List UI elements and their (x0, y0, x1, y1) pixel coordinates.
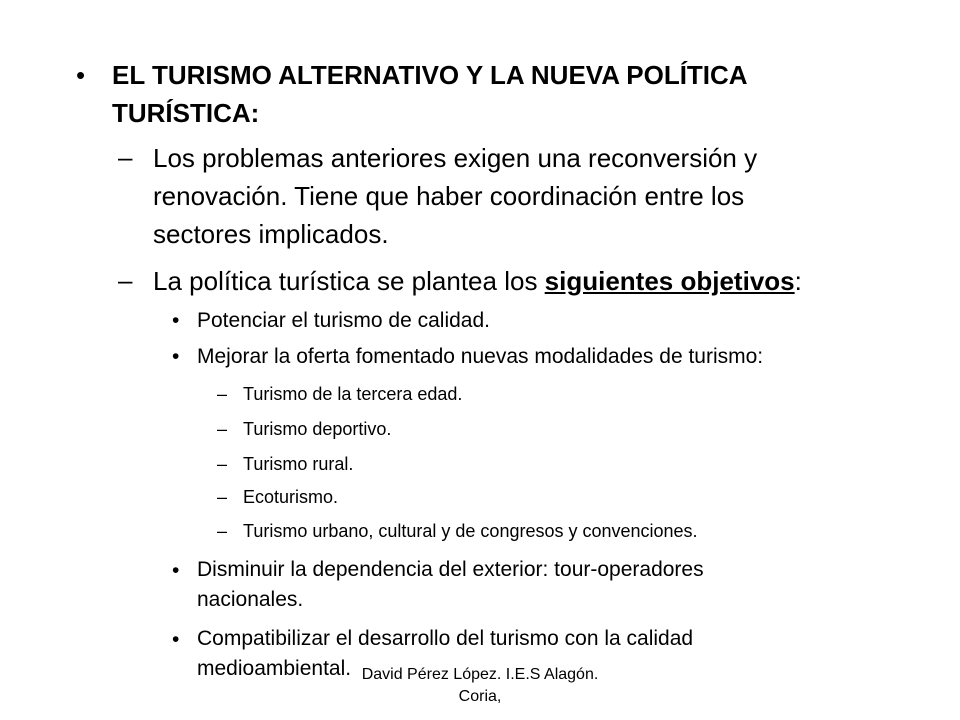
objective-item (197, 555, 704, 615)
objective-bullet: • (172, 628, 180, 651)
objective-line: Disminuir la dependencia del exterior: tour-operadores (197, 558, 704, 581)
title-bullet: • (76, 60, 86, 90)
title-line: EL TURISMO ALTERNATIVO Y LA NUEVA POLÍTICA (112, 60, 748, 90)
paragraph-objectives (153, 262, 802, 300)
slide-title (112, 56, 748, 132)
objective-item (197, 306, 490, 336)
dash-marker: – (217, 487, 228, 507)
objectives-colon: : (794, 266, 802, 296)
objectives-emphasis: siguientes objetivos (544, 266, 795, 296)
title-line: TURÍSTICA: (112, 98, 260, 128)
dash-marker: – (217, 454, 228, 474)
dash-marker: – (217, 384, 228, 404)
slide-footer (330, 664, 630, 708)
paragraph-line: Los problemas anteriores exigen una reconversión y (153, 143, 758, 173)
dash-marker: – (118, 142, 133, 172)
modality-item: Turismo deportivo. (243, 419, 392, 439)
objectives-intro-text: La política turística se plantea los (153, 266, 545, 296)
dash-marker: – (217, 419, 228, 439)
modality-item: Ecoturismo. (243, 487, 339, 507)
objective-bullet: • (172, 309, 180, 332)
objective-bullet: • (172, 559, 180, 582)
objective-line: Potenciar el turismo de calidad. (197, 309, 490, 332)
objective-line: Mejorar la oferta fomentado nuevas modalidades de turismo: (197, 345, 764, 368)
dash-marker: – (118, 265, 133, 295)
objective-line: Compatibilizar el desarrollo del turismo con la calidad (197, 627, 694, 650)
objective-line: nacionales. (197, 588, 304, 611)
paragraph-line: sectores implicados. (153, 219, 389, 249)
modality-item: Turismo urbano, cultural y de congresos y convenciones. (243, 521, 698, 541)
paragraph-problems (153, 139, 757, 253)
footer-line: Coria, (458, 688, 502, 705)
paragraph-line: renovación. Tiene que haber coordinación entre los (153, 181, 745, 211)
footer-line: David Pérez López. I.E.S Alagón. (361, 666, 599, 683)
modality-item: Turismo rural. (243, 454, 354, 474)
objective-bullet: • (172, 345, 180, 368)
modality-item: Turismo de la tercera edad. (243, 384, 463, 404)
objective-line: medioambiental. (197, 657, 352, 680)
dash-marker: – (217, 521, 228, 541)
objective-item (197, 342, 763, 372)
